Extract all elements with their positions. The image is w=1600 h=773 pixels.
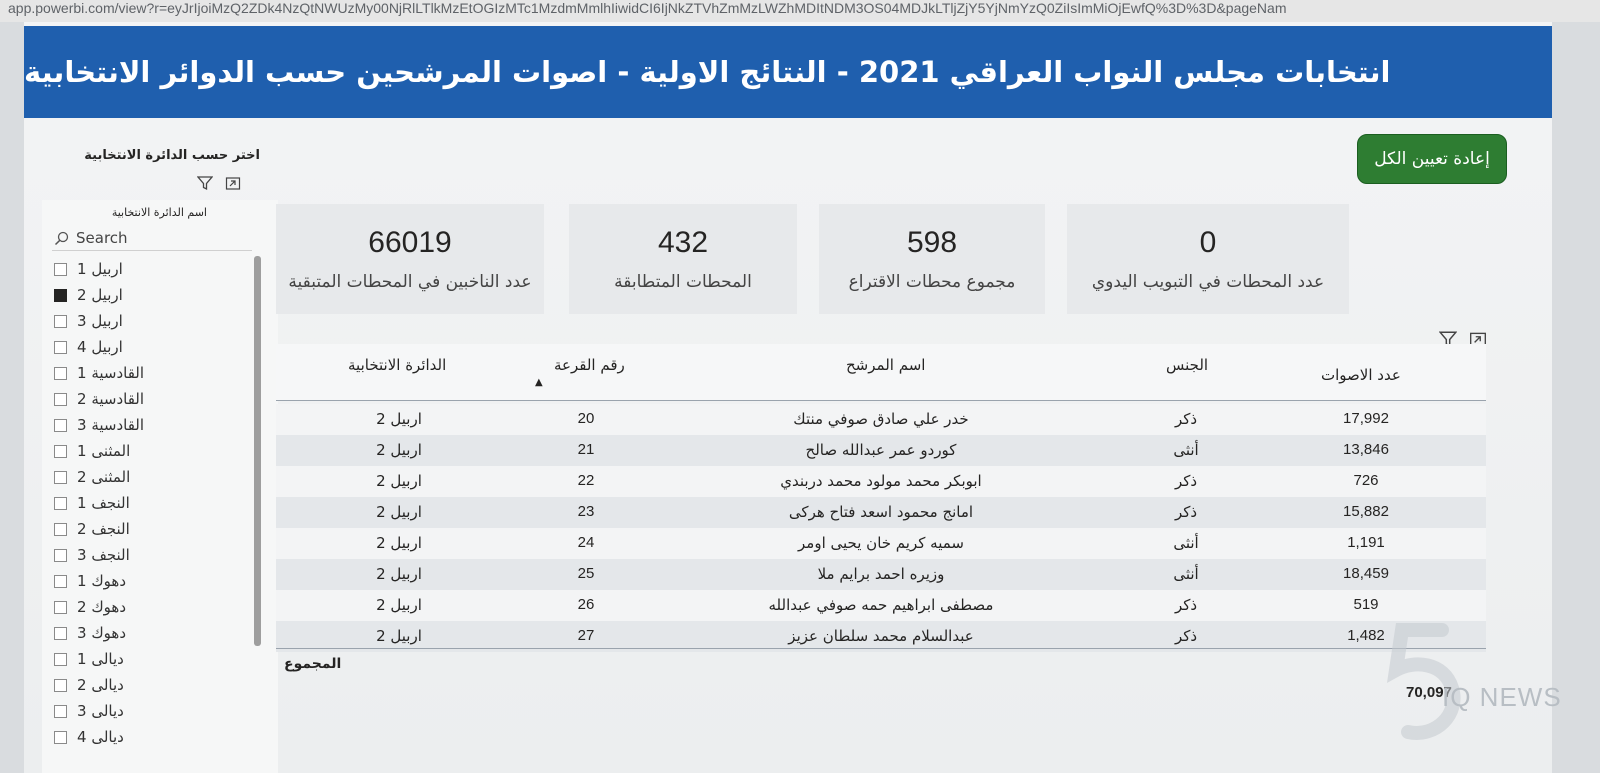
cell-district: اربيل 2 [376, 503, 422, 521]
checkbox[interactable] [54, 289, 67, 302]
slicer-item-label: النجف 2 [77, 520, 130, 538]
slicer-item-label: النجف 3 [77, 546, 130, 564]
card-matching-stations [569, 204, 797, 314]
slicer-item[interactable] [54, 672, 250, 698]
search-input[interactable]: Search [76, 229, 128, 247]
slicer-item[interactable] [54, 646, 250, 672]
column-header-district[interactable]: الدائرة الانتخابية [348, 356, 447, 374]
slicer-item-label: المثنى 2 [77, 468, 131, 486]
report-page [24, 22, 1552, 773]
slicer-item[interactable] [54, 698, 250, 724]
cell-ballot-number: 24 [577, 534, 595, 551]
card-value: 66019 [368, 226, 452, 259]
checkbox[interactable] [54, 263, 67, 276]
cell-gender: ذكر [1174, 627, 1198, 645]
slicer-item-label: اربيل 4 [77, 338, 123, 356]
table-row[interactable] [276, 528, 1486, 559]
district-slicer [42, 200, 278, 773]
slicer-item[interactable] [54, 620, 250, 646]
cell-ballot-number: 26 [577, 596, 595, 613]
slicer-item[interactable] [54, 594, 250, 620]
browser-url-bar[interactable]: app.powerbi.com/view?r=eyJrIjoiMzQ2ZDk4NzQtNWUzMy00NjRlLTlkMzEtOGIzMTc1MzdmMmlhIiwidCI6IjNkZTVhZmMzLWZhMDItNDM3OS04MDJkLTljZjY5YjNmYzQ0ZiIsImMiOjEwfQ%3D%3D&pageNam [0, 0, 1600, 22]
cell-gender: ذكر [1174, 596, 1198, 614]
slicer-item[interactable] [54, 334, 250, 360]
table-row[interactable] [276, 497, 1486, 528]
slicer-item[interactable] [54, 490, 250, 516]
slicer-header: اسم الدائرة الانتخابية [111, 206, 207, 219]
slicer-item-label: ديالى 2 [77, 676, 124, 694]
reset-all-button[interactable]: إعادة تعيين الكل [1357, 134, 1507, 184]
report-title-banner [24, 26, 1552, 118]
slicer-item-label: ديالى 3 [77, 702, 124, 720]
cell-votes: 519 [1353, 596, 1379, 613]
slicer-item[interactable] [54, 438, 250, 464]
slicer-title: اختر حسب الدائرة الانتخابية [84, 148, 260, 163]
cell-votes: 726 [1353, 472, 1379, 489]
column-header-ballot-number[interactable]: رقم القرعة [554, 356, 625, 374]
page-title: انتخابات مجلس النواب العراقي 2021 - النتائج الاولية - اصوات المرشحين حسب الدوائر الانتخابية [24, 55, 1391, 89]
cell-candidate-name: امانج محمود اسعد فتاح هركى [788, 503, 974, 521]
checkbox[interactable] [54, 497, 67, 510]
table-row[interactable] [276, 435, 1486, 466]
column-header-candidate-name[interactable]: اسم المرشح [846, 356, 926, 374]
column-header-gender[interactable]: الجنس [1166, 356, 1209, 374]
table-row[interactable] [276, 466, 1486, 497]
cell-ballot-number: 22 [577, 472, 595, 489]
checkbox[interactable] [54, 419, 67, 432]
cell-district: اربيل 2 [376, 410, 422, 428]
candidates-table [276, 344, 1486, 701]
checkbox[interactable] [54, 731, 67, 744]
slicer-search[interactable] [52, 226, 252, 251]
card-label: عدد المحطات في التبويب اليدوي [1091, 272, 1325, 292]
sort-ascending-icon: ▲ [535, 377, 543, 388]
search-icon [52, 229, 70, 247]
cell-votes: 18,459 [1343, 565, 1389, 582]
cell-district: اربيل 2 [376, 534, 422, 552]
cell-gender: أنثى [1173, 534, 1199, 552]
slicer-item-label: النجف 1 [77, 494, 130, 512]
slicer-item[interactable] [54, 386, 250, 412]
slicer-item-label: المثنى 1 [77, 442, 131, 460]
slicer-item-label: القادسية 1 [77, 364, 145, 382]
checkbox[interactable] [54, 575, 67, 588]
slicer-item[interactable] [54, 516, 250, 542]
cell-candidate-name: مصطفى ابراهيم حمه صوفي عبدالله [768, 596, 994, 614]
focus-mode-icon[interactable] [224, 174, 242, 192]
slicer-toolbar [196, 174, 242, 192]
card-value: 0 [1199, 226, 1217, 259]
card-remaining-voters [276, 204, 544, 314]
card-value: 432 [657, 226, 709, 259]
watermark-text: IQ NEWS [1442, 682, 1562, 712]
slicer-item-label: دهوك 1 [77, 572, 127, 590]
slicer-item[interactable] [54, 464, 250, 490]
table-row[interactable] [276, 590, 1486, 621]
cell-district: اربيل 2 [376, 596, 422, 614]
total-divider [276, 648, 1486, 649]
checkbox[interactable] [54, 601, 67, 614]
cell-district: اربيل 2 [376, 565, 422, 583]
slicer-item-label: القادسية 3 [77, 416, 145, 434]
checkbox[interactable] [54, 341, 67, 354]
slicer-item-label: دهوك 3 [77, 624, 127, 642]
filter-icon[interactable] [196, 174, 214, 192]
checkbox[interactable] [54, 315, 67, 328]
checkbox[interactable] [54, 471, 67, 484]
slicer-item-label: ديالى 1 [77, 650, 124, 668]
cell-district: اربيل 2 [376, 472, 422, 490]
cell-ballot-number: 21 [577, 441, 595, 458]
cell-district: اربيل 2 [376, 627, 422, 645]
cell-district: اربيل 2 [376, 441, 422, 459]
checkbox[interactable] [54, 445, 67, 458]
cell-votes: 17,992 [1343, 410, 1389, 427]
cell-candidate-name: سميه كريم خان يحيى اومر [798, 534, 964, 552]
cell-candidate-name: ابوبكر محمد مولود محمد دربندي [780, 472, 982, 490]
slicer-item-label: ديالى 4 [77, 728, 124, 746]
card-label: المحطات المتطابقة [614, 272, 752, 292]
slicer-item-label: اربيل 3 [77, 312, 123, 330]
iq-news-logo [1352, 610, 1572, 750]
cell-votes: 1,482 [1347, 627, 1385, 644]
slicer-list [54, 256, 250, 750]
cell-ballot-number: 23 [577, 503, 595, 520]
cell-gender: ذكر [1174, 410, 1198, 428]
column-header-votes[interactable]: عدد الاصوات [1321, 366, 1401, 384]
checkbox[interactable] [54, 679, 67, 692]
card-label: عدد الناخبين في المحطات المتبقية [288, 272, 532, 292]
cell-votes: 13,846 [1343, 441, 1389, 458]
cell-candidate-name: وزيره احمد برايم ملا [817, 565, 945, 583]
cell-ballot-number: 27 [577, 627, 595, 644]
card-value: 598 [906, 226, 958, 259]
checkbox[interactable] [54, 627, 67, 640]
cell-ballot-number: 20 [577, 410, 595, 427]
slicer-item-label: اربيل 1 [77, 260, 123, 278]
total-value: 70,097 [1406, 684, 1452, 701]
checkbox[interactable] [54, 653, 67, 666]
cell-gender: أنثى [1173, 565, 1199, 583]
cell-candidate-name: كوردو عمر عبدالله صالح [805, 441, 957, 459]
slicer-scrollbar[interactable] [254, 256, 261, 646]
checkbox[interactable] [54, 523, 67, 536]
slicer-item[interactable] [54, 256, 250, 282]
slicer-item[interactable] [54, 542, 250, 568]
checkbox[interactable] [54, 705, 67, 718]
slicer-item[interactable] [54, 724, 250, 750]
slicer-item[interactable] [54, 282, 250, 308]
slicer-item[interactable] [54, 412, 250, 438]
total-label: المجموع [284, 656, 342, 672]
cell-ballot-number: 25 [577, 565, 595, 582]
card-manual-count-stations [1067, 204, 1349, 314]
slicer-item-label: اربيل 2 [77, 286, 123, 304]
cell-candidate-name: عبدالسلام محمد سلطان عزيز [788, 627, 974, 645]
table-row[interactable] [276, 559, 1486, 590]
slicer-item[interactable] [54, 568, 250, 594]
cell-gender: ذكر [1174, 503, 1198, 521]
checkbox[interactable] [54, 367, 67, 380]
table-header [276, 344, 1486, 401]
slicer-item[interactable] [54, 360, 250, 386]
cell-candidate-name: خدر علي صادق صوفي منتك [793, 410, 969, 428]
slicer-item-label: القادسية 2 [77, 390, 145, 408]
slicer-item-label: دهوك 2 [77, 598, 127, 616]
checkbox[interactable] [54, 549, 67, 562]
card-total-stations [819, 204, 1045, 314]
card-label: مجموع محطات الاقتراع [848, 272, 1016, 292]
cell-votes: 15,882 [1343, 503, 1389, 520]
cell-votes: 1,191 [1347, 534, 1385, 551]
slicer-item[interactable] [54, 308, 250, 334]
cell-gender: ذكر [1174, 472, 1198, 490]
cell-gender: أنثى [1173, 441, 1199, 459]
checkbox[interactable] [54, 393, 67, 406]
table-row[interactable] [276, 404, 1486, 435]
